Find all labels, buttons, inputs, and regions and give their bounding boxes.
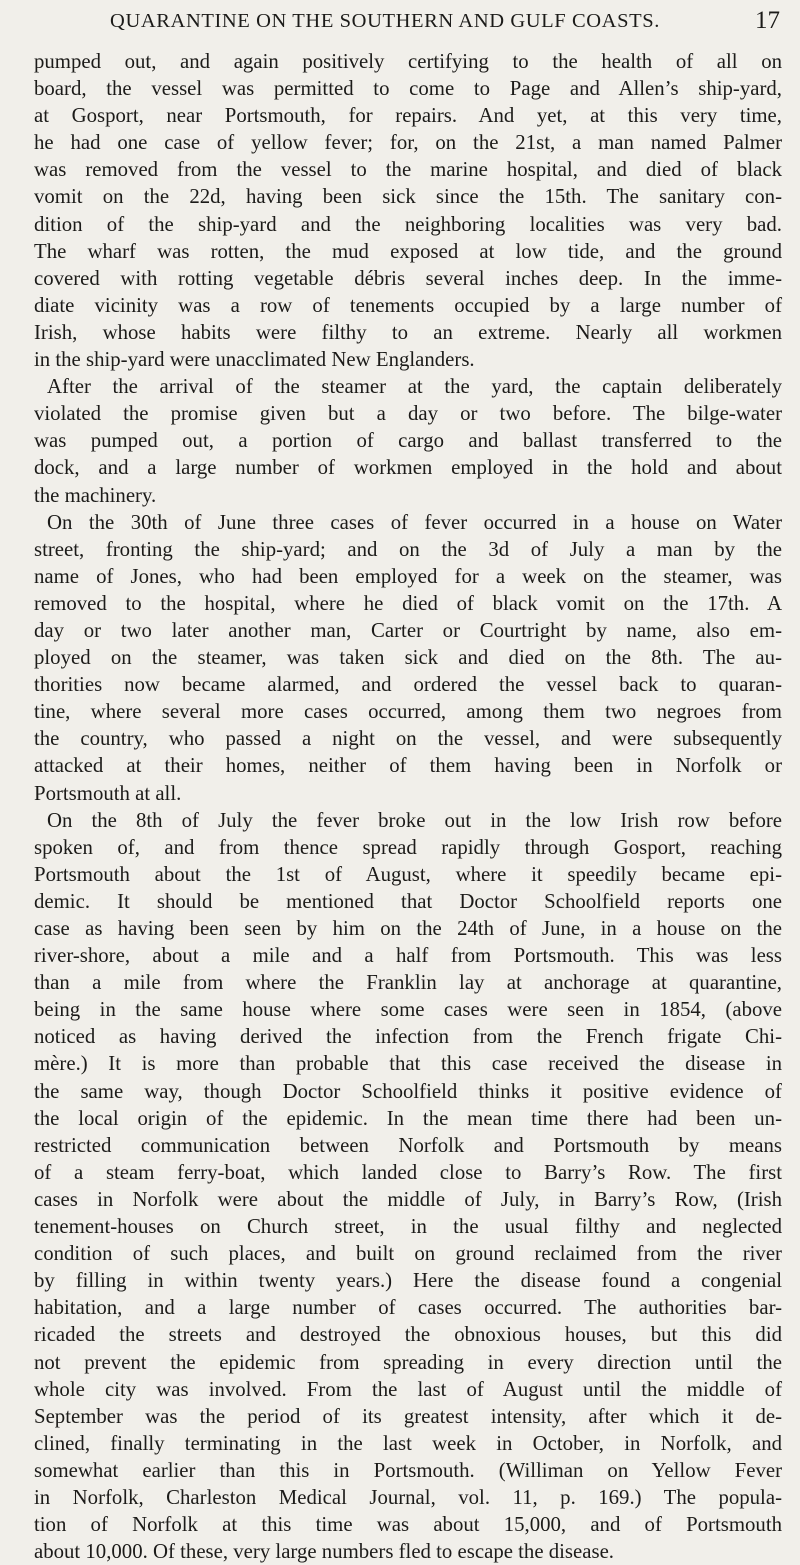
text-line: noticed as having derived the infection from the French frigate Chi- [34,1025,782,1049]
text-line: attacked at their homes, neither of them having been in Norfolk or [34,754,782,778]
text-line: restricted communication between Norfolk and Portsmouth by means [34,1133,782,1157]
text-line: dition of the ship-yard and the neighboring localities was very bad. [34,212,782,236]
text-line: Portsmouth at all. [34,781,182,805]
text-line: whole city was involved. From the last of August until the middle of [34,1377,782,1401]
text-line: being in the same house where some cases were seen in 1854, (above [34,998,782,1022]
text-line: of a steam ferry-boat, which landed close to Barry’s Row. The first [34,1160,782,1184]
text-line: tenement-houses on Church street, in the usual filthy and neglected [34,1215,782,1239]
running-head [30,7,780,40]
text-line: was pumped out, a portion of cargo and ballast transferred to the [34,429,782,453]
text-line: Portsmouth about the 1st of August, where it speedily became epi- [34,862,782,886]
text-line: The wharf was rotten, the mud exposed at low tide, and the ground [34,239,782,263]
text-line: about 10,000. Of these, very large numbers fled to escape the disease. [34,1540,615,1564]
text-line: name of Jones, who had been employed for a week on the steamer, was [34,564,782,588]
text-line: than a mile from where the Franklin lay at anchorage at quarantine, [34,971,782,995]
text-line: was removed from the vessel to the marine hospital, and died of black [34,158,782,182]
text-line: demic. It should be mentioned that Doctor Schoolfield reports one [34,889,782,913]
text-line: board, the vessel was permitted to come to Page and Allen’s ship-yard, [34,77,782,101]
text-line: September was the period of its greatest intensity, after which it de- [34,1404,782,1428]
text-line: the local origin of the epidemic. In the mean time there had been un- [34,1106,782,1130]
text-line: case as having been seen by him on the 24th of June, in a house on the [34,917,782,940]
running-title: QUARANTINE ON THE SOUTHERN AND GULF COASTS. [110,10,660,32]
text-line: in the ship-yard were unacclimated New Englanders. [34,348,475,372]
text-line: violated the promise given but a day or two before. The bilge-water [34,402,782,426]
body-text [34,48,782,1565]
text-line: ployed on the steamer, was taken sick and died on the 8th. The au- [34,646,782,670]
text-line: river-shore, about a mile and a half from Portsmouth. This was less [34,944,782,968]
text-line: covered with rotting vegetable débris several inches deep. In the imme- [34,266,782,290]
text-line: diate vicinity was a row of tenements occupied by a large number of [34,293,782,317]
text-line: spoken of, and from thence spread rapidly through Gosport, reaching [34,835,782,859]
paragraph [34,807,782,1565]
text-line: tine, where several more cases occurred, among them two negroes from [34,700,782,724]
text-line: clined, finally terminating in the last week in October, in Norfolk, and [34,1431,782,1455]
text-line: cases in Norfolk were about the middle of July, in Barry’s Row, (Irish [34,1187,782,1211]
paragraph [34,509,782,807]
text-line: condition of such places, and built on ground reclaimed from the river [34,1242,782,1266]
text-line: the country, who passed a night on the vessel, and were subsequently [34,727,782,751]
text-line: not prevent the epidemic from spreading in every direction until the [34,1350,782,1374]
text-line: he had one case of yellow fever; for, on the 21st, a man named Palmer [34,131,782,155]
text-line: On the 30th of June three cases of fever occurred in a house on Water [47,510,782,534]
text-line: vomit on the 22d, having been sick since the 15th. The sanitary con- [34,185,782,209]
text-line: On the 8th of July the fever broke out in the low Irish row before [47,808,782,832]
paragraph [34,48,782,373]
text-line: Irish, whose habits were filthy to an extreme. Nearly all workmen [34,320,782,344]
text-line: thorities now became alarmed, and ordered the vessel back to quaran- [34,673,782,697]
text-line: pumped out, and again positively certifying to the health of all on [34,50,782,73]
text-line: somewhat earlier than this in Portsmouth. (Williman on Yellow Fever [34,1458,782,1482]
text-line: street, fronting the ship-yard; and on the 3d of July a man by the [34,537,782,561]
page-number: 17 [755,7,780,34]
text-line: the same way, though Doctor Schoolfield thinks it positive evidence of [34,1079,782,1103]
text-line: habitation, and a large number of cases occurred. The authorities bar- [34,1296,782,1320]
paragraph [34,373,782,508]
text-line: day or two later another man, Carter or Courtright by name, also em- [34,618,782,642]
text-line: tion of Norfolk at this time was about 15,000, and of Portsmouth [34,1513,782,1537]
text-line: in Norfolk, Charleston Medical Journal, vol. 11, p. 169.) The popula- [34,1485,782,1509]
text-line: ricaded the streets and destroyed the obnoxious houses, but this did [34,1323,782,1347]
text-line: the machinery. [34,483,157,507]
text-line: by filling in within twenty years.) Here the disease found a congenial [34,1269,782,1293]
text-line: After the arrival of the steamer at the yard, the captain deliberately [47,375,782,399]
text-line: dock, and a large number of workmen employed in the hold and about [34,456,782,480]
text-line: at Gosport, near Portsmouth, for repairs. And yet, at this very time, [34,104,782,128]
text-line: mère.) It is more than probable that this case received the disease in [34,1052,782,1076]
text-line: removed to the hospital, where he died of black vomit on the 17th. A [34,591,782,615]
